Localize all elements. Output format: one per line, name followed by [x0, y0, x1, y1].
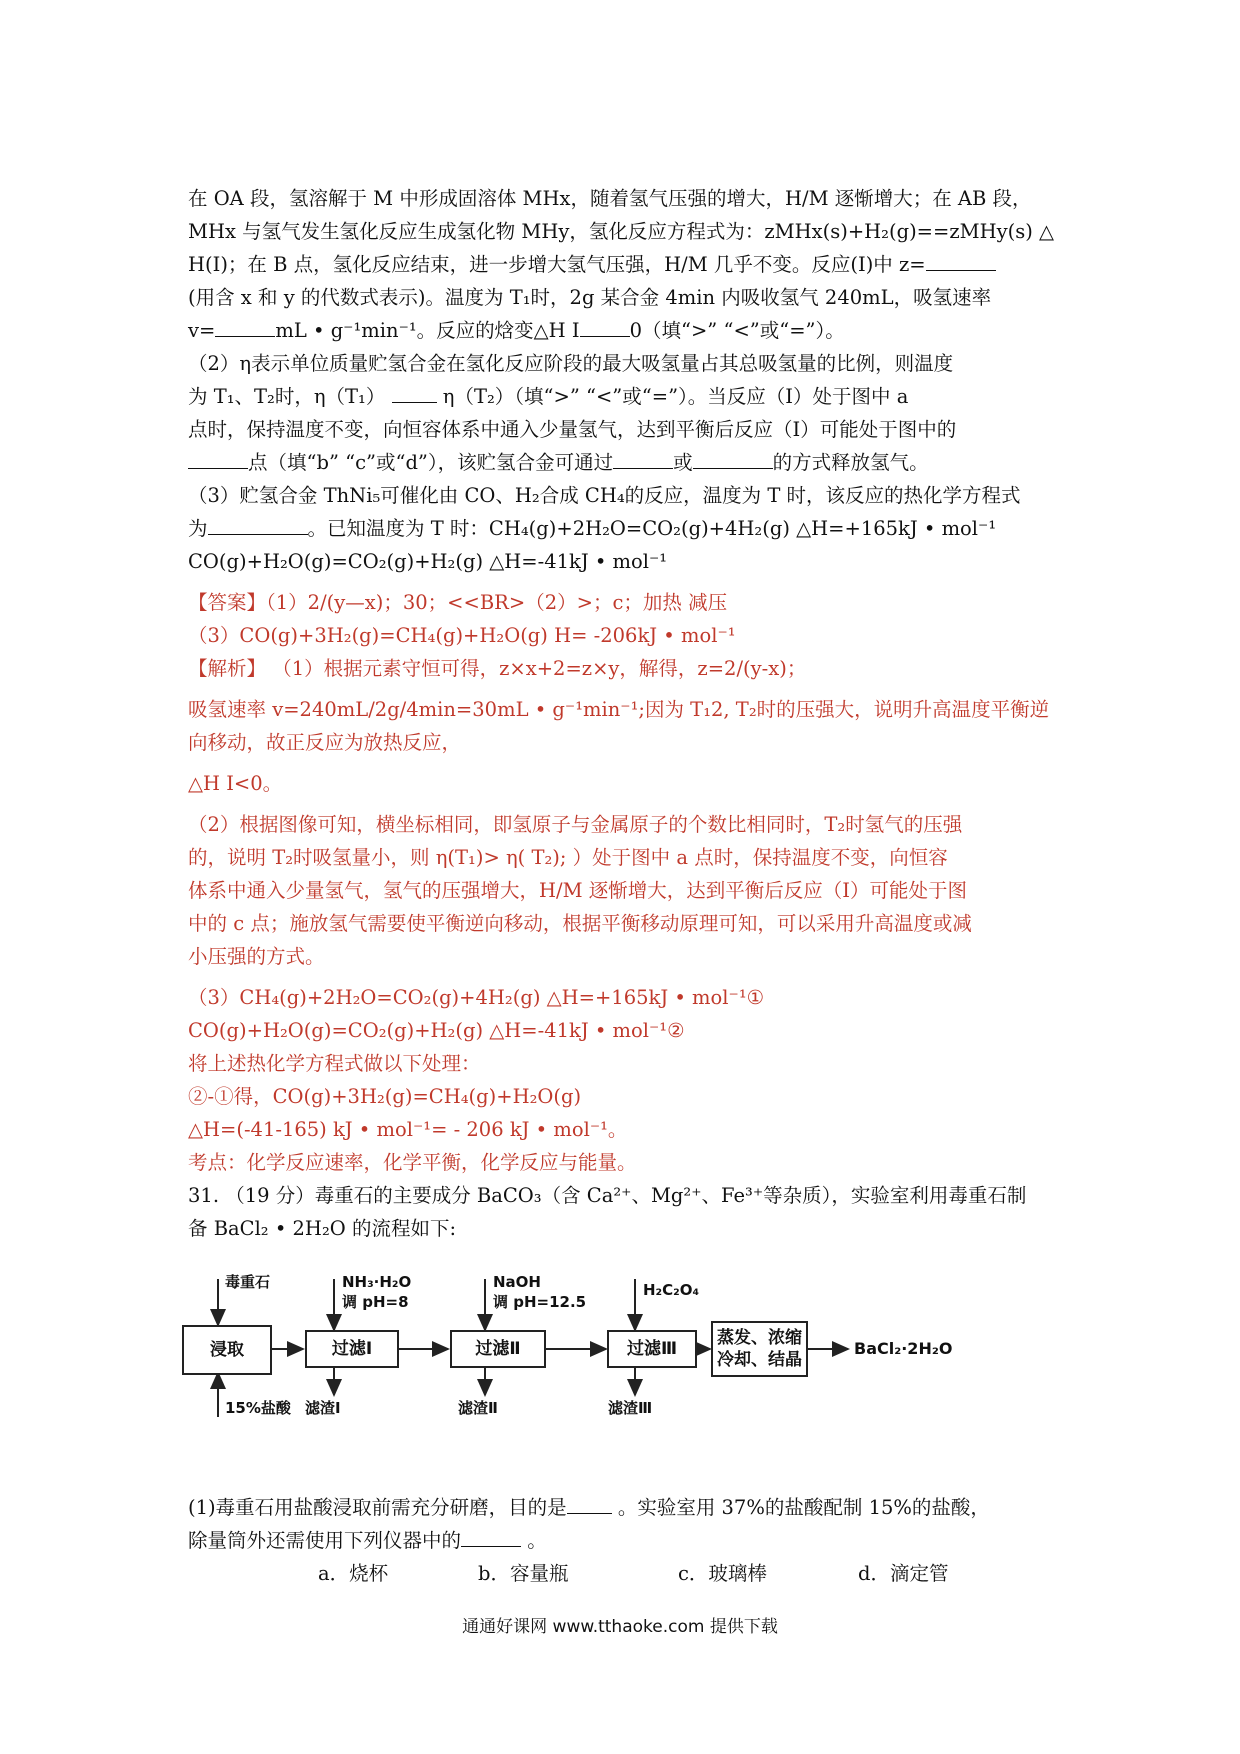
choice-c: c．玻璃棒	[678, 1562, 767, 1585]
question-31-line: 31. （19 分）毒重石的主要成分 BaCO₃（含 Ca²⁺、Mg²⁺、Fe³⁺等杂质），实验室利用毒重石制	[188, 1184, 1027, 1207]
answer-blank	[567, 1493, 612, 1514]
choice-list	[318, 1557, 1058, 1590]
analysis-line: ②-①得，CO(g)+3H₂(g)=CH₄(g)+H₂O(g)	[188, 1085, 582, 1108]
reagent-naoh-label: NaOH	[493, 1273, 541, 1291]
answer-blank	[215, 316, 275, 337]
analysis-line: 的，说明 T₂时吸氢量小，则 η(T₁)> η( T₂); ）处于图中 a 点时，保持温度不变，向恒容	[188, 846, 948, 869]
reagent-oxalic-label: H₂C₂O₄	[643, 1281, 700, 1299]
question-line: CO(g)+H₂O(g)=CO₂(g)+H₂(g) △H=-41kJ • mol⁻¹	[188, 550, 668, 573]
analysis-line: 中的 c 点；施放氢气需要使平衡逆向移动，根据平衡移动原理可知，可以采用升高温度或减	[188, 912, 972, 935]
question-line: H(Ⅰ)；在 B 点，氢化反应结束，进一步增大氢气压强，H/M 几乎不变。反应(Ⅰ)中 z=	[188, 248, 1058, 281]
process-flowchart	[180, 1267, 1060, 1457]
leaching-box: 浸取	[182, 1325, 272, 1375]
question-line: 点时，保持温度不变，向恒容体系中通入少量氢气，达到平衡后反应（Ⅰ）可能处于图中的	[188, 418, 957, 441]
evaporation-line-1: 蒸发、浓缩	[717, 1328, 802, 1348]
choice-a: a．烧杯	[318, 1562, 389, 1585]
analysis-line: 【解析】 （1）根据元素守恒可得，z×x+2=z×y，解得，z=2/(y-x)；	[188, 657, 807, 680]
question-line: (用含 x 和 y 的代数式表示)。温度为 T₁时，2g 某合金 4min 内吸收氢气 240mL，吸氢速率	[188, 286, 992, 309]
answer-blank	[613, 448, 673, 469]
question-line: （3）贮氢合金 ThNi₅可催化由 CO、H₂合成 CH₄的反应，温度为 T 时，该反应的热化学方程式	[188, 484, 1021, 507]
reagent-ammonia-ph-label: 调 pH=8	[342, 1293, 409, 1311]
analysis-line: △H Ⅰ<0。	[188, 772, 283, 795]
question-line: v= mL • g⁻¹min⁻¹。反应的焓变△H Ⅰ 0（填“>” “<”或“=”）。	[188, 314, 1058, 347]
answer-line: 【答案】（1）2/(y—x)；30；<<BR>（2）>；c；加热 减压	[188, 591, 728, 614]
question-31-line: 备 BaCl₂ • 2H₂O 的流程如下:	[188, 1217, 457, 1240]
answer-blank	[926, 250, 996, 271]
question-line: 为 T₁、T₂时，η（T₁） η（T₂）（填“>” “<”或“=”）。当反应（Ⅰ）处于图中 a	[188, 380, 1058, 413]
reagent-naoh-ph-label: 调 pH=12.5	[493, 1293, 587, 1311]
analysis-line: CO(g)+H₂O(g)=CO₂(g)+H₂(g) △H=-41kJ • mol⁻¹②	[188, 1019, 685, 1042]
answer-line: （3）CO(g)+3H₂(g)=CH₄(g)+H₂O(g) H= -206kJ • mol⁻¹	[188, 624, 736, 647]
evaporation-line-2: 冷却、结晶	[717, 1350, 802, 1370]
question-line: MHx 与氢气发生氢化反应生成氢化物 MHy，氢化反应方程式为：zMHx(s)+H₂(g)==zMHy(s) △	[188, 220, 1055, 243]
residue-1-label: 滤渣Ⅰ	[305, 1399, 341, 1417]
acid-label: 15%盐酸	[225, 1399, 291, 1417]
answer-blank	[392, 382, 437, 403]
answer-blank	[693, 448, 773, 469]
choice-b: b．容量瓶	[478, 1562, 569, 1585]
question-31-part1-line: 除量筒外还需使用下列仪器中的 。	[188, 1524, 1058, 1557]
filtration-1-box: 过滤Ⅰ	[305, 1330, 399, 1368]
page-footer: 通通好课网 www.tthaoke.com 提供下载	[462, 1617, 778, 1637]
analysis-line: 向移动，故正反应为放热反应，	[188, 731, 462, 754]
analysis-line: 体系中通入少量氢气，氢气的压强增大，H/M 逐惭增大，达到平衡后反应（Ⅰ）可能处于图	[188, 879, 967, 902]
answer-blank	[208, 514, 308, 535]
product-label: BaCl₂·2H₂O	[854, 1339, 953, 1358]
question-line: 为 。已知温度为 T 时：CH₄(g)+2H₂O=CO₂(g)+4H₂(g) △H=+165kJ • mol⁻¹	[188, 512, 1058, 545]
analysis-line: 吸氢速率 v=240mL/2g/4min=30mL • g⁻¹min⁻¹;因为 T₁2, T₂时的压强大，说明升高温度平衡逆	[188, 698, 1050, 721]
analysis-line: △H=(-41-165) kJ • mol⁻¹= - 206 kJ • mol⁻¹。	[188, 1118, 628, 1141]
residue-3-label: 滤渣Ⅲ	[608, 1399, 653, 1417]
answer-blank	[580, 316, 630, 337]
question-line: 在 OA 段，氢溶解于 M 中形成固溶体 MHx，随着氢气压强的增大，H/M 逐惭增大；在 AB 段，	[188, 187, 1032, 210]
question-line: （2）η表示单位质量贮氢合金在氢化反应阶段的最大吸氢量占其总吸氢量的比例，则温度	[188, 352, 954, 375]
exam-points: 考点：化学反应速率，化学平衡，化学反应与能量。	[188, 1151, 637, 1174]
question-line: 点（填“b” “c”或“d”），该贮氢合金可通过 或 的方式释放氢气。	[188, 446, 1058, 479]
analysis-line: （2）根据图像可知，横坐标相同，即氢原子与金属原子的个数比相同时，T₂时氢气的压强	[188, 813, 963, 836]
evaporation-box	[711, 1321, 808, 1377]
question-31-part1-line: (1)毒重石用盐酸浸取前需充分研磨，目的是 。实验室用 37%的盐酸配制 15%的盐酸，	[188, 1491, 1058, 1524]
reagent-ammonia-label: NH₃·H₂O	[342, 1273, 412, 1291]
filtration-3-box: 过滤Ⅲ	[607, 1330, 697, 1368]
residue-2-label: 滤渣Ⅱ	[458, 1399, 498, 1417]
analysis-line: （3）CH₄(g)+2H₂O=CO₂(g)+4H₂(g) △H=+165kJ • mol⁻¹①	[188, 986, 765, 1009]
answer-blank	[188, 448, 248, 469]
raw-material-label: 毒重石	[225, 1273, 271, 1291]
choice-d: d．滴定管	[858, 1562, 949, 1585]
analysis-line: 小压强的方式。	[188, 945, 325, 968]
filtration-2-box: 过滤Ⅱ	[450, 1330, 546, 1368]
answer-blank	[461, 1526, 521, 1547]
analysis-line: 将上述热化学方程式做以下处理：	[188, 1052, 481, 1075]
document-body	[188, 182, 1058, 1590]
